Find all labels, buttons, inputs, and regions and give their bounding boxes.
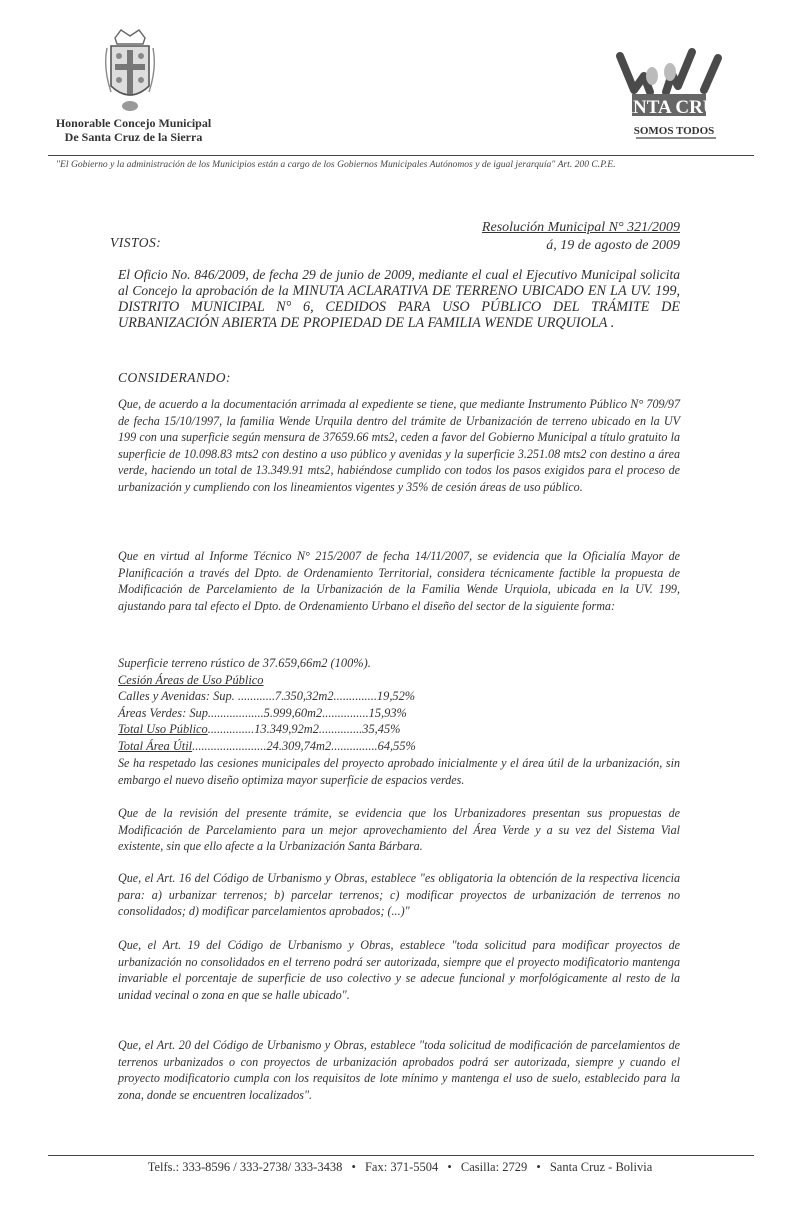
logo-text: SANTA CRUZ — [608, 97, 730, 118]
breakdown-line-total: Superficie terreno rústico de 37.659,66m2 (100%). — [118, 656, 371, 670]
santa-cruz-logo — [600, 46, 740, 142]
footer-casilla: Casilla: 2729 — [460, 1160, 528, 1174]
coat-of-arms-icon — [103, 28, 157, 114]
vistos-text-lead: El Oficio No. 846/2009, de fecha 29 de junio de 2009, mediante el cual el Ejecutivo Municipal solicita al Concejo la aprobación de la — [118, 267, 680, 298]
considerando-paragraph-4: Que de la revisión del presente trámite, se evidencia que los Urbanizadores presentan sus propuestas de Modificación de Parcelamiento para un mejor aprovechamiento del Área Verde y a su vez del Sistema Vial existente, sin que ello afecte a la Urbanización Santa Bárbara. — [118, 806, 680, 853]
vistos-text-caps: MINUTA ACLARATIVA DE TERRENO UBICADO EN LA UV. 199, DISTRITO MUNICIPAL N° 6, CEDIDOS PARA USO PÚBLICO DEL TRÁMITE DE URBANIZACIÓN ABIERTA DE PROPIEDAD DE LA FAMILIA WENDE URQUIOLA . — [118, 283, 681, 331]
footer-phones: Telfs.: 333-8596 / 333-2738/ 333-3438 — [147, 1160, 343, 1174]
footer-city: Santa Cruz - Bolivia — [549, 1160, 653, 1174]
bullet-icon: • — [447, 1160, 452, 1174]
resolution-title: Resolución Municipal N° 321/2009 — [481, 220, 680, 235]
footer-divider — [48, 1155, 754, 1156]
bullet-icon: • — [536, 1160, 541, 1174]
council-name — [46, 116, 221, 144]
footer-fax: Fax: 371-5504 — [364, 1160, 439, 1174]
considerando-paragraph-2: Que en virtud al Informe Técnico N° 215/2007 de fecha 14/11/2007, se evidencia que la Oficialía Mayor de Planificación a través del Dpto. de Ordenamiento Territorial, considera técnicamente factible la propuesta de Modificación de Parcelamiento de la Urbanización de la Familia Wende Urquiola, ubicada en la UV. 199, ajustando para tal efecto el Dpto. de Ordenamiento Urbano el diseño del sector de la siguiente forma: — [118, 549, 680, 613]
breakdown-useful-label: Total Área Útil — [118, 738, 193, 753]
considerando-paragraph-5: Que, el Art. 16 del Código de Urbanismo y Obras, establece "es obligatoria la obtención de la respectiva licencia para: a) urbanizar terrenos; b) parcelar terrenos; c) modificar proyectos de urbanización de terrenos no consolidados; d) modificar parcelamientos aprobados; (...)" — [118, 871, 680, 918]
council-name-line2: De Santa Cruz de la Sierra — [64, 130, 203, 144]
considerando-paragraph-6: Que, el Art. 19 del Código de Urbanismo y Obras, establece "toda solicitud para modificar proyectos de urbanización no consolidados en el terreno podrá ser autorizada, siempre que el proyecto modificatorio mantenga invariable el porcentaje de superficie de uso colectivo y se adecue funcional y morfológicamente al resto de la unidad vecinal o zona en que se halle ubicado". — [118, 938, 680, 1002]
considerando-paragraph-3: Se ha respetado las cesiones municipales del proyecto aprobado inicialmente y el área útil de la urbanización, sin embargo el nuevo diseño optimiza mayor superficie de espacios verdes. — [118, 756, 680, 787]
breakdown-public-values: ...............13.349,92m2..............35,45% — [207, 722, 401, 736]
bullet-icon: • — [351, 1160, 356, 1174]
breakdown-line-public — [118, 721, 518, 738]
header-divider — [48, 155, 754, 156]
vistos-paragraph — [118, 267, 680, 331]
council-name-line1: Honorable Concejo Municipal — [55, 116, 212, 130]
breakdown-useful-values: ........................24.309,74m2...............64,55% — [192, 738, 416, 753]
constitution-quote: "El Gobierno y la administración de los Municipios están a cargo de los Gobiernos Municipales Autónomos y de igual jerarquía" Art. 200 C.P.E. — [56, 159, 616, 170]
logo-tagline: SOMOS TODOS — [633, 125, 715, 137]
vistos-heading: VISTOS: — [110, 235, 162, 250]
resolution-date: á, 19 de agosto de 2009 — [546, 238, 680, 253]
considerando-paragraph-7: Que, el Art. 20 del Código de Urbanismo y Obras, establece "toda solicitud de modificación de parcelamientos de terrenos urbanizados o con proyectos de urbanización aprobados podrá ser autorizada, siempre y cuando el proyecto modificatorio cumpla con los requisitos de lote mínimo y mantenga el uso de suelo, establecido para la zona, donde se encuentren localizados". — [118, 1038, 680, 1102]
breakdown-line-streets: Calles y Avenidas: Sup. ............7.350,32m2..............19,52% — [118, 689, 416, 703]
area-breakdown — [118, 655, 518, 754]
breakdown-line-useful — [118, 738, 518, 755]
footer-contact — [0, 1160, 800, 1175]
considerando-paragraph-1: Que, de acuerdo a la documentación arrimada al expediente se tiene, que mediante Instrumento Público N° 709/97 de fecha 15/10/1997, la familia Wende Urquila dentro del trámite de Urbanización de terreno ubicado en la UV 199 con una superficie según mensura de 37659.66 mts2, ceden a favor del Gobierno Municipal a título gratuito la superficie de 10.098.83 mts2 con destino a uso público y avenidas y la superficie 3.251.08 mts2 con destino a área verde, haciendo un total de 13.349.91 mts2, habiéndose cumplido con todos los pasos exigidos para el proceso de urbanización y cumpliendo con los lineamientos vigentes y 35% de cesión áreas de uso público. — [118, 397, 680, 494]
breakdown-public-label: Total Uso Público — [118, 722, 208, 736]
breakdown-line-green: Áreas Verdes: Sup..................5.999,60m2...............15,93% — [118, 705, 407, 720]
considerando-heading: CONSIDERANDO: — [118, 370, 231, 385]
breakdown-heading: Cesión Áreas de Uso Público — [118, 672, 264, 687]
